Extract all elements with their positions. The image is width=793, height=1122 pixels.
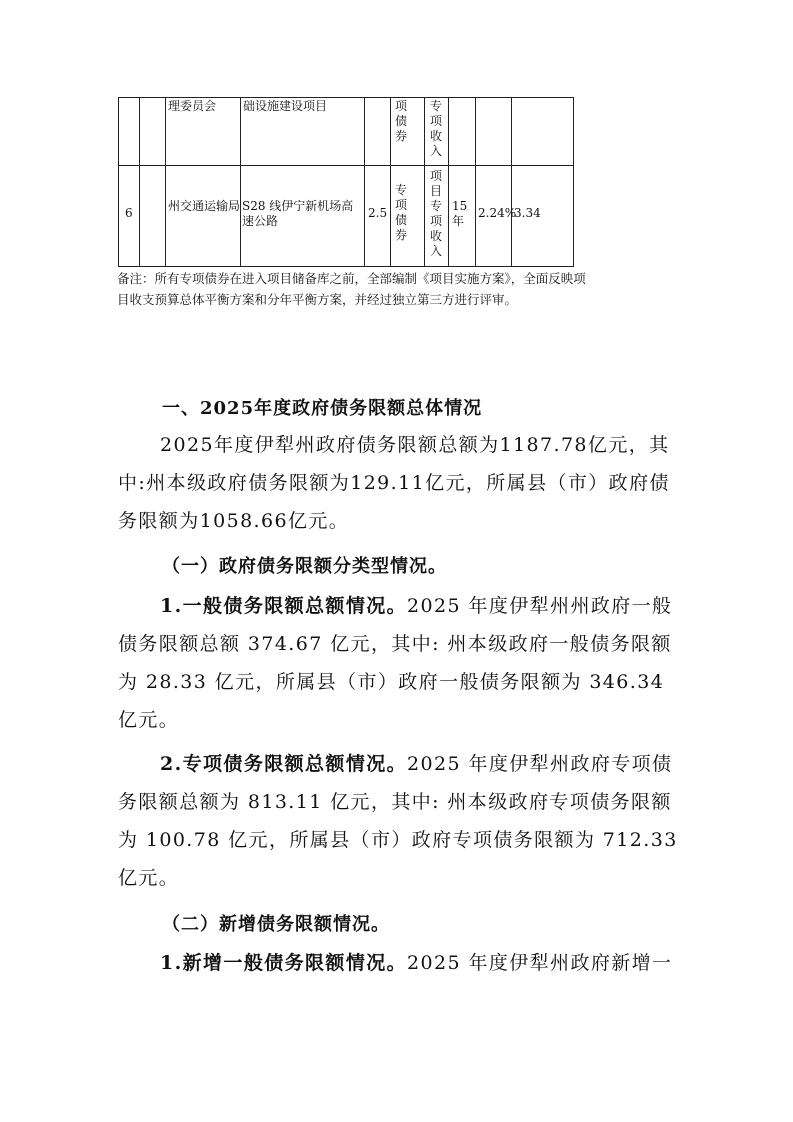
section-heading: 一、2025年度政府债务限额总体情况 bbox=[162, 398, 483, 419]
item-text: 2025 年度伊犁州政府新增一 bbox=[407, 952, 673, 974]
cell-repay-top: 专 项 收 入 bbox=[430, 99, 443, 158]
project-table bbox=[118, 97, 574, 267]
item-title: 2.专项债务限额总额情况。 bbox=[160, 753, 408, 775]
table-rule-mid bbox=[118, 165, 574, 166]
table-note: 备注：所有专项债券在进入项目储备库之前，全部编制《项目实施方案》，全面反映项目收支预算总体平衡方案和分年平衡方案，并经过独立第三方进行评审。 bbox=[117, 271, 586, 307]
cell-no: 6 bbox=[125, 206, 133, 220]
subsection-heading-2: （二）新增债务限额情况。 bbox=[162, 914, 390, 935]
cell-bondtype-top: 项 债 券 bbox=[395, 99, 408, 143]
item-title: 1.新增一般债务限额情况。 bbox=[160, 952, 408, 974]
item-text: 2025 年度伊犁州州政府一般债务限额总额 374.67 亿元，其中: 州本级政府一般债务限额为 28.33 亿元，所属县（市）政府一般债务限额为 346.34 亿元。 bbox=[118, 595, 673, 731]
cell-ratio: 3.34 bbox=[514, 206, 541, 220]
cell-amount: 2.5 bbox=[368, 206, 388, 220]
item-debt-general bbox=[118, 587, 678, 739]
item-title: 1.一般债务限额总额情况。 bbox=[160, 595, 408, 617]
cell-project: S28 线伊宁新机场高速公路 bbox=[242, 199, 354, 228]
item-debt-special bbox=[118, 745, 678, 897]
item-new-general bbox=[118, 944, 678, 982]
cell-bondtype: 专 项 债 券 bbox=[395, 183, 408, 242]
cell-repay: 项 目 专 项 收 入 bbox=[430, 169, 443, 258]
item-text: 2025 年度伊犁州政府专项债务限额总额为 813.11 亿元，其中: 州本级政府专项债务限额为 100.78 亿元，所属县（市）政府专项债务限额为 712.33 亿元。 bbox=[118, 753, 678, 889]
table-rule-top bbox=[118, 97, 574, 98]
cell-project-top: 础设施建设项目 bbox=[243, 99, 328, 113]
cell-dept: 州交通运输局 bbox=[168, 199, 241, 213]
cell-rate: 2.24% bbox=[478, 206, 517, 220]
table-rule-bottom bbox=[118, 266, 574, 267]
cell-term: 15年 bbox=[452, 199, 468, 228]
cell-dept-top: 理委员会 bbox=[168, 99, 217, 113]
subsection-heading-1: （一）政府债务限额分类型情况。 bbox=[162, 556, 447, 577]
section-paragraph: 2025年度伊犁州政府债务限额总额为1187.78亿元，其中:州本级政府债务限额为129.11亿元，所属县（市）政府债务限额为1058.66亿元。 bbox=[118, 434, 670, 532]
